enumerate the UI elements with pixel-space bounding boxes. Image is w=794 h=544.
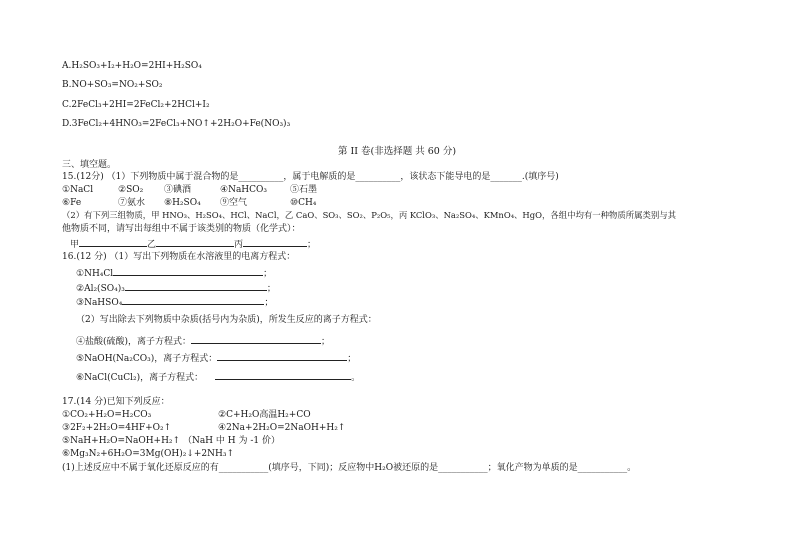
section-title: 第 II 卷(非选择题 共 60 分)	[337, 146, 457, 157]
removal-item	[76, 351, 356, 364]
option-d: D.3FeCl₂+4HNO₃=2FeCl₃+NO↑+2H₂O+Fe(NO₃)₃	[62, 119, 291, 129]
answer-blank[interactable]	[122, 295, 264, 305]
substance-item: ③碘酒	[164, 185, 192, 195]
option-c: C.2FeCl₃+2HI=2FeCl₂+2HCl+I₂	[62, 100, 210, 110]
answer-blank[interactable]	[217, 351, 347, 361]
reaction-item: ②C+H₂O高温H₂+CO	[218, 410, 311, 420]
option-b: B.NO+SO₃=NO₂+SO₂	[62, 80, 163, 90]
answer-blank[interactable]	[215, 370, 351, 380]
end-mark: ；	[263, 269, 273, 279]
blank-label: 乙	[147, 240, 157, 250]
substance-item: ⑥Fe	[62, 198, 82, 208]
substance-item: ②SO₂	[118, 185, 144, 195]
answer-blank[interactable]	[79, 237, 147, 247]
end-mark: ；	[347, 354, 357, 364]
end-mark: ；	[307, 240, 317, 250]
answer-blank[interactable]	[125, 281, 267, 291]
reaction-item: ①CO₂+H₂O=H₂CO₃	[62, 410, 152, 420]
q15-blanks-row	[70, 237, 316, 250]
option-a: A.H₂SO₃+I₂+H₂O=2HI+H₂SO₄	[62, 61, 202, 71]
substance-item: ⑨空气	[220, 198, 248, 208]
section-heading: 三、填空题。	[62, 160, 117, 170]
q15-intro: 15.(12分) （1）下列物质中属于混合物的是__________，属于电解质的是__________，该状态下能导电的是_______.(填序号)	[62, 172, 559, 182]
substance-item: ④NaHCO₃	[220, 185, 268, 195]
removal-label: ④盐酸(硫酸)，离子方程式：	[76, 337, 192, 347]
end-mark: ；	[321, 337, 331, 347]
substance-item: ⑦氨水	[118, 198, 146, 208]
removal-item	[76, 334, 330, 347]
answer-blank[interactable]	[191, 334, 321, 344]
q17-question: (1)上述反应中不属于氧化还原反应的有___________(填序号，下同)；反应物中H₂O被还原的是___________；氧化产物为单质的是___________。	[62, 463, 637, 473]
removal-label: ⑥NaCl(CuCl₂)，离子方程式：	[76, 373, 204, 383]
blank-label: 甲	[70, 240, 80, 250]
q16-part2: （2）写出除去下列物质中杂质(括号内为杂质)，所发生反应的离子方程式：	[76, 315, 377, 325]
end-mark: ；	[264, 298, 274, 308]
removal-item	[76, 370, 360, 383]
substance-item: ①NaCl	[62, 185, 94, 195]
reaction-item: ⑤NaH+H₂O=NaOH+H₂↑ （NaH 中 H 为 -1 价）	[62, 436, 280, 446]
substance-item: ⑧H₂SO₄	[164, 198, 201, 208]
end-mark: ；	[266, 284, 276, 294]
ionization-label: ①NH₄Cl	[76, 269, 114, 279]
q15-part2-line1: （2）有下列三组物质，甲 HNO₃、H₂SO₄、HCl、NaCl，乙 CaO、SO₃、SO₂、P₂O₅，丙 KClO₃、Na₂SO₄、KMnO₄、HgO，各组中均有一种物质所属类别与其	[62, 210, 676, 220]
q15-part2-line2: 他物质不同，请写出每组中不属于该类别的物质（化学式）：	[62, 224, 301, 234]
removal-label: ⑤NaOH(Na₂CO₃)，离子方程式：	[76, 354, 218, 364]
ionization-item	[76, 295, 273, 308]
end-mark: 。	[351, 373, 361, 383]
ionization-label: ③NaHSO₄	[76, 298, 123, 308]
blank-label: 丙	[234, 240, 244, 250]
reaction-item: ⑥Mg₃N₂+6H₂O=3Mg(OH)₂↓+2NH₃↑	[62, 449, 235, 459]
answer-blank[interactable]	[156, 237, 234, 247]
answer-blank[interactable]	[113, 266, 263, 276]
answer-blank[interactable]	[243, 237, 307, 247]
substance-item: ⑩CH₄	[290, 198, 317, 208]
q16-intro: 16.(12 分) （1）写出下列物质在水溶液里的电离方程式：	[62, 252, 296, 262]
substance-item: ⑤石墨	[290, 185, 318, 195]
ionization-item	[76, 266, 272, 279]
reaction-item: ③2F₂+2H₂O=4HF+O₂↑	[62, 423, 172, 433]
ionization-item	[76, 281, 276, 294]
reaction-item: ④2Na+2H₂O=2NaOH+H₂↑	[218, 423, 346, 433]
q17-intro: 17.(14 分)已知下列反应：	[62, 397, 170, 407]
ionization-label: ②Al₂(SO₄)₃	[76, 284, 125, 294]
